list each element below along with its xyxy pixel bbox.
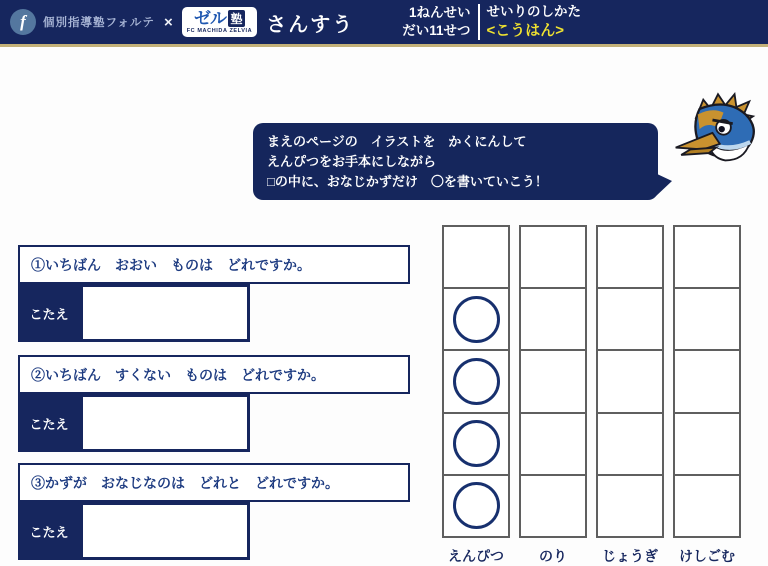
header-divider: [478, 4, 480, 40]
question-2-text: ②いちばん すくない ものは どれですか。: [18, 355, 410, 394]
juku-logo-badge: 塾: [228, 10, 245, 27]
answer-label: こたえ: [18, 502, 80, 560]
speech-bubble-tail: [655, 173, 672, 197]
grid-cell[interactable]: [598, 351, 662, 413]
instruction-line: □の中に、おなじかずだけ 〇を書いていこう！: [267, 174, 548, 190]
grid-cell[interactable]: [444, 227, 508, 289]
zelvia-logo-subtext: FC MACHIDA ZELVIA: [186, 28, 253, 35]
grid-cell[interactable]: [521, 351, 585, 413]
grid-cell[interactable]: [521, 414, 585, 476]
section-name: せいりのしかた: [486, 4, 581, 20]
grid-cell[interactable]: [444, 351, 508, 413]
grid-cell[interactable]: [521, 227, 585, 289]
forte-logo-icon: f: [10, 9, 36, 35]
grid-column-2: [519, 225, 587, 538]
header-bar: [0, 0, 768, 47]
section-part: <こうはん>: [486, 22, 565, 40]
grid-cell[interactable]: [598, 414, 662, 476]
grid-cell[interactable]: [444, 476, 508, 536]
grade-line: 1ねんせい: [408, 4, 471, 20]
grid-cell[interactable]: [598, 476, 662, 536]
instruction-speech-bubble: [253, 123, 658, 200]
grade-lesson-label: [402, 4, 470, 40]
grid-cell[interactable]: [598, 227, 662, 289]
question-2-group: [18, 355, 410, 452]
instruction-line: まえのページの イラストを かくにんして: [267, 134, 527, 149]
answer-input-box-3[interactable]: [80, 502, 250, 560]
grid-cell[interactable]: [675, 414, 739, 476]
grid-cell[interactable]: [444, 289, 508, 351]
section-title: [487, 3, 582, 40]
answer-row-3: [18, 502, 410, 560]
answer-label: こたえ: [18, 394, 80, 452]
category-label-2: のり: [539, 548, 567, 564]
tally-circle: [453, 358, 500, 405]
grid-cell[interactable]: [444, 414, 508, 476]
answer-label: こたえ: [18, 284, 80, 342]
category-label-1: えんぴつ: [448, 548, 504, 564]
grid-cell[interactable]: [598, 289, 662, 351]
forte-school-label: 個別指導塾フォルテ: [43, 17, 155, 29]
zel-logo-text: ゼル: [193, 9, 226, 29]
category-label-3: じょうぎ: [602, 548, 658, 564]
grid-column-1: [442, 225, 510, 538]
grid-cell[interactable]: [675, 351, 739, 413]
tally-grid: [442, 225, 741, 538]
category-label-4: けしごむ: [679, 548, 735, 564]
grid-labels: [442, 546, 741, 566]
answer-row-2: [18, 394, 410, 452]
grid-cell[interactable]: [521, 476, 585, 536]
instruction-line: えんぴつをお手本にしながら: [267, 154, 437, 170]
answer-row-1: [18, 284, 410, 342]
lesson-line: だい11せつ: [402, 23, 471, 38]
grid-column-4: [673, 225, 741, 538]
tally-circle: [453, 482, 500, 529]
grid-cell[interactable]: [675, 289, 739, 351]
grid-column-3: [596, 225, 664, 538]
tally-circle: [453, 420, 500, 467]
worksheet-body: [0, 47, 768, 564]
grid-cell[interactable]: [675, 227, 739, 289]
grid-cell[interactable]: [521, 289, 585, 351]
question-3-group: [18, 463, 410, 560]
zelvia-mascot-bird-icon: [672, 89, 764, 173]
question-1-group: [18, 245, 410, 342]
subject-title: さんすう: [266, 13, 355, 36]
grid-cell[interactable]: [675, 476, 739, 536]
answer-input-box-1[interactable]: [80, 284, 250, 342]
answer-input-box-2[interactable]: [80, 394, 250, 452]
collab-cross-mark: ×: [163, 13, 173, 31]
question-3-text: ③かずが おなじなのは どれと どれですか。: [18, 463, 410, 502]
zelvia-juku-logo: [182, 7, 258, 37]
tally-circle: [453, 296, 500, 343]
question-1-text: ①いちばん おおい ものは どれですか。: [18, 245, 410, 284]
